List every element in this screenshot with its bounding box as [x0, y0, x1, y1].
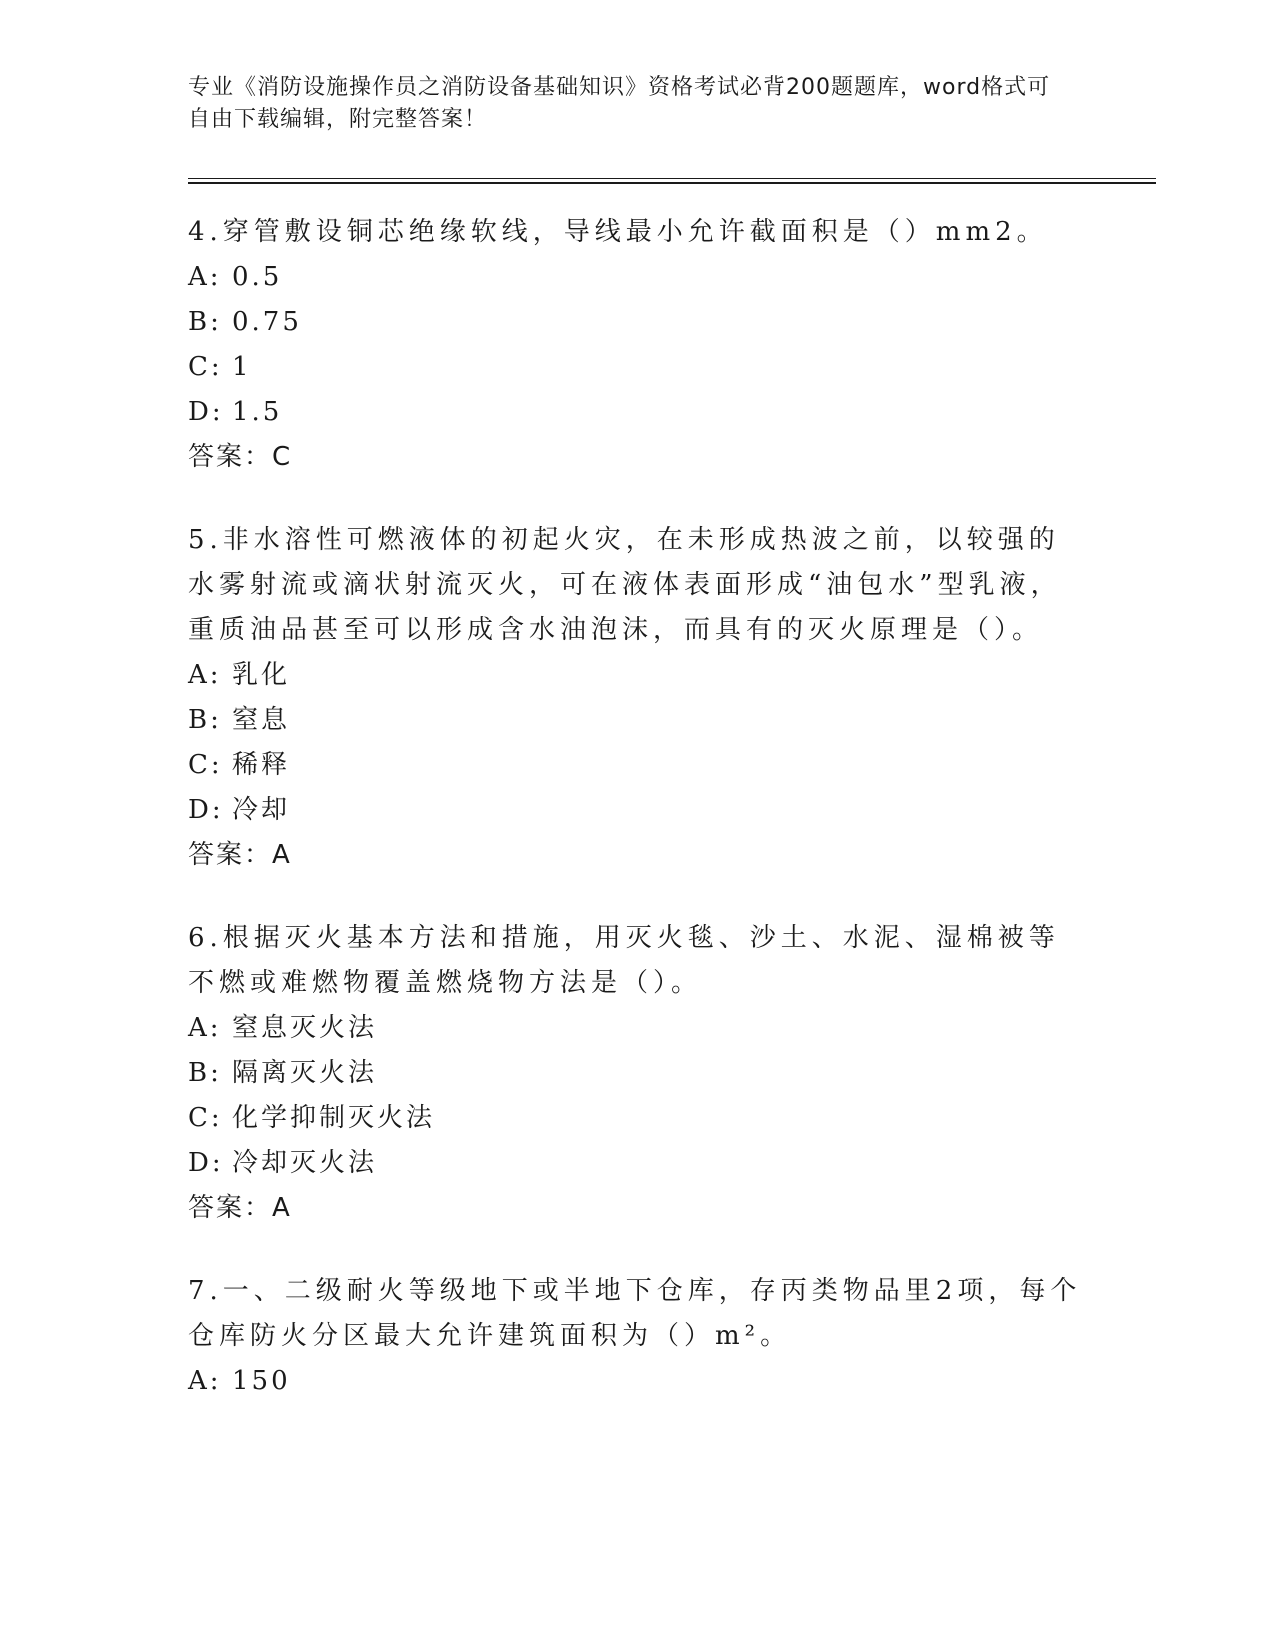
option-value: 稀释	[232, 750, 291, 780]
question-text: 5.非水溶性可燃液体的初起火灾，在未形成热波之前，以较强的水雾射流或滴状射流灭火，可在液体表面形成“油包水”型乳液，重质油品甚至可以形成含水油泡沫，而具有的灭火原理是（）。	[188, 525, 1062, 645]
question-list	[188, 210, 1088, 1442]
option-key: C:	[188, 352, 223, 382]
header-divider-thin	[188, 178, 1156, 179]
option-d	[188, 390, 1088, 435]
option-c	[188, 345, 1088, 390]
question-5	[188, 518, 1088, 878]
option-d	[188, 1141, 1088, 1186]
option-a	[188, 1359, 1088, 1404]
option-key: C:	[188, 1103, 223, 1133]
option-c	[188, 743, 1088, 788]
option-key: D:	[188, 397, 224, 427]
option-value: 窒息灭火法	[232, 1013, 378, 1043]
option-c	[188, 1096, 1088, 1141]
option-value: 隔离灭火法	[232, 1058, 378, 1088]
option-value: 0.5	[232, 262, 283, 292]
option-key: B:	[188, 705, 222, 735]
option-key: A:	[188, 1013, 222, 1043]
question-6	[188, 916, 1088, 1231]
question-7	[188, 1269, 1088, 1404]
option-key: C:	[188, 750, 223, 780]
option-a	[188, 1006, 1088, 1051]
option-key: B:	[188, 1058, 222, 1088]
option-value: 化学抑制灭火法	[232, 1103, 436, 1133]
option-key: A:	[188, 1366, 222, 1396]
question-4	[188, 210, 1088, 480]
option-key: B:	[188, 307, 222, 337]
header-divider-thick	[188, 182, 1156, 184]
option-value: 150	[232, 1366, 291, 1396]
answer-line: 答案：A	[188, 1193, 292, 1223]
option-value: 1	[232, 352, 252, 382]
answer-line: 答案：C	[188, 442, 293, 472]
option-value: 0.75	[232, 307, 302, 337]
question-text: 4.穿管敷设铜芯绝缘软线，导线最小允许截面积是（）mm2。	[188, 217, 1048, 247]
option-b	[188, 1051, 1088, 1096]
option-key: A:	[188, 262, 222, 292]
option-value: 1.5	[232, 397, 283, 427]
option-value: 冷却	[232, 795, 291, 825]
option-key: D:	[188, 795, 224, 825]
question-text: 6.根据灭火基本方法和措施，用灭火毯、沙土、水泥、湿棉被等不燃或难燃物覆盖燃烧物方法是（）。	[188, 923, 1060, 998]
option-b	[188, 300, 1088, 345]
option-value: 冷却灭火法	[232, 1148, 378, 1178]
option-key: A:	[188, 660, 222, 690]
option-b	[188, 698, 1088, 743]
option-value: 窒息	[232, 705, 291, 735]
document-header: 专业《消防设施操作员之消防设备基础知识》资格考试必背200题题库，word格式可自由下载编辑，附完整答案！	[188, 75, 1051, 132]
answer-line: 答案：A	[188, 840, 292, 870]
question-text: 7.一、二级耐火等级地下或半地下仓库，存丙类物品里2项，每个仓库防火分区最大允许建筑面积为（）m²。	[188, 1276, 1082, 1351]
option-value: 乳化	[232, 660, 291, 690]
option-a	[188, 653, 1088, 698]
option-a	[188, 255, 1088, 300]
option-key: D:	[188, 1148, 224, 1178]
option-d	[188, 788, 1088, 833]
